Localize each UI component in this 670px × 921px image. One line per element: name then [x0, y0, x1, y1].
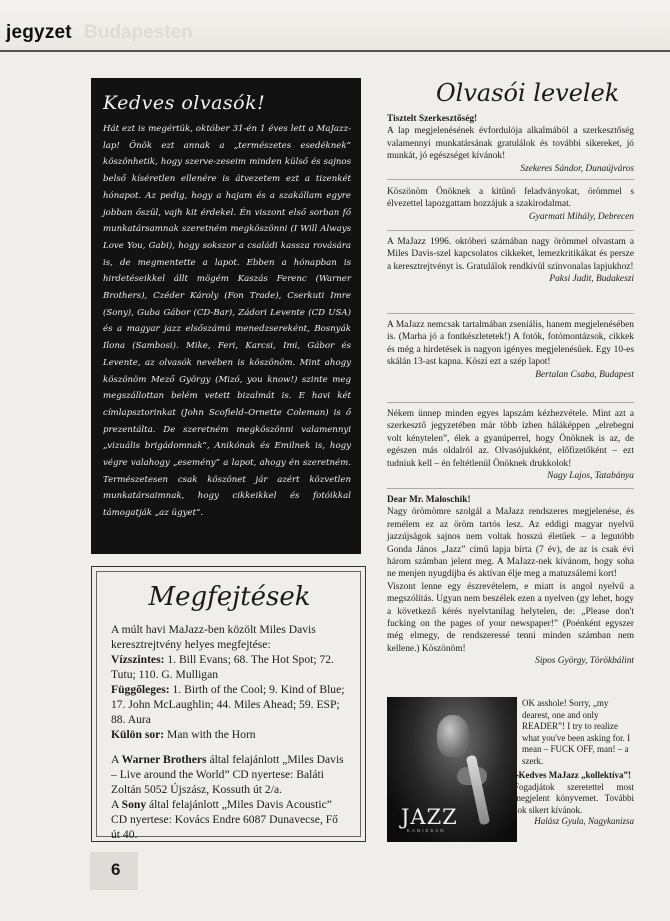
- solutions-box: [91, 566, 366, 842]
- letter-separator: [387, 179, 634, 180]
- across-answers: 1. Bill Evans; 68. The Hot Spot; 72. Tutu; 110. G. Mulligan: [111, 653, 334, 681]
- jazz-logo-subtitle: KANIZSAN: [407, 828, 446, 833]
- letter-1-signature: Szekeres Sándor, Dunaújváros: [520, 163, 634, 174]
- letter-3-signature: Paksi Judit, Budakeszi: [549, 274, 634, 285]
- letter-1-body: A lap megjelenésének évfordulója alkalmából a szerkesztőség valamennyi munkatársának gratulálok és további sikereket, jó munkát, jó egészséget kívánok!: [387, 126, 634, 162]
- header-rule: [0, 50, 670, 52]
- letter-5: [387, 408, 634, 482]
- letter-7-body: Fogadjátok szeretettel most megjelent könyvemet. További sok sikert kívánok.: [514, 781, 634, 815]
- prize-sony: [111, 797, 348, 842]
- letter-3: [387, 236, 634, 286]
- letter-2-body: Köszönöm Önöknek a kitűnő feladványokat, örömmel s élvezettel lapozgattam hozzájuk a szakirodalmat.: [387, 187, 634, 210]
- prize-warner-prefix: A: [111, 753, 122, 766]
- letter-5-signature: Nagy Lajos, Tatabánya: [547, 471, 634, 482]
- letters-title: Olvasói levelek: [436, 79, 620, 107]
- editor-note-body: Hát ezt is megértük, október 31-én 1 éves lett a MaJazz-lap! Önök ezt annak a „természetes esedéknek” köszönhetik, hogy szerve-zeseim minden külső és sajnos belső kíséretlen ellenére is átvezetem ezt a tizenkét hónapot. Az pedig, hogy a hajam és a szakállam egyre jobban őszül, vajh kit érdekel. Én viszont első sorban fő munkatársamnak szeretném megköszönni (I Will Always Love You, Gabi), hogy sokszor a családi kassza rovására is, de megmentette a lapot. Ebben a hónapban is hirdetéseikkel állt mögém Kaszás Ferenc (Warner Brothers), Czéder Károly (Fon Trade), Cserkuti Imre (Sony), Guba Gábor (CD-Bar), Zádori Levente (CD USA) és a magyar jazz elsőszámú menedzsereként, Bosnyák Ilona (Sambosi). Mike, Feri, Karcsi, Imi, Gábor és Levente, az olvasók nevében is köszönöm. Mint ahogy köszönöm Mező György (Mizó, you know!) szinte meg megszállottan belém vetett bizalmát is. E havi két címlapsztorinkat (John Scofield–Ornette Coleman) is ő prezentálta. De szeretném megköszönni valamennyi „vizuális brigádomnak”, Anikónak és Emilnek is, hogy végre valahogy „esemény” a lapot, ahogy én szeretném. Természetesen csak köszönet jár azért közvetlen munkatársaimnak, hogy cikkeikkel és fotóikkal támogatják „az ügyet”.: [103, 124, 351, 519]
- prize-warner-brand: Warner Brothers: [121, 753, 207, 766]
- letter-2-signature: Gyarmati Mihály, Debrecen: [528, 211, 634, 222]
- letter-4-signature: Bertalan Csaba, Budapest: [535, 369, 634, 380]
- section-label: jegyzet: [6, 22, 72, 43]
- letter-7-salutation-text: Kedves MaJazz „kollektíva”!: [518, 770, 632, 780]
- solutions-intro: A múlt havi MaJazz-ben közölt Miles Davis keresztrejtvény helyes megfejtése:: [111, 623, 316, 651]
- letter-6-body-1: Nagy örömömre szolgál a MaJazz rendszeres megjelenése, és remélem ez az öröm tartós lesz. Az eddigi magyar nyelvű jazzújságok sajnos nem voltak hosszú életűek – a legutóbb Gonda János „Jazz” című lapja bírta (7 év), de az is csak évi három számban jelent meg. A MaJazz-nek kívánom, hogy soha ne menjen nyugdíjba és aktívan élje meg a matuzsálemi kort!: [387, 507, 634, 580]
- letter-1: [387, 113, 634, 175]
- page-number-box: [90, 852, 138, 890]
- saxophonist-photo: [387, 697, 517, 842]
- letter-7-signature: Halász Gyula, Nagykanizsa: [534, 816, 634, 827]
- letter-separator: [387, 313, 634, 314]
- letter-6-salutation: Dear Mr. Maloschik!: [387, 495, 471, 505]
- prize-sony-brand: Sony: [121, 798, 147, 811]
- jazz-logo: JAZZ: [401, 805, 458, 829]
- solutions-inner-frame: [96, 571, 361, 841]
- letter-5-body: Nékem ünnep minden egyes lapszám kézhezvétele. Mint azt a szerkesztő jegyzetében már több ízben háláképpen „elrebegni volt kénytelen”, élek a gyanúperrel, hogy Önöknek is az, de egészen más oldalról az. Olvasójukként, előfizetőként – ezt tudniuk kell – én feltétlenül Önöknek drukkolok!: [387, 409, 634, 469]
- photo-face: [437, 715, 469, 757]
- letter-3-body: A MaJazz 1996. októberi számában nagy örömmel olvastam a Miles Davis-szel kapcsolatos cikkeket, lemezkritikákat és persze a keresztrejtvényt is. Gratulálok rendkívül színvonalas lapjukhoz!: [387, 237, 634, 272]
- prize-sony-prefix: A: [111, 798, 122, 811]
- arrow-icon: ▸: [514, 770, 519, 780]
- letter-6: [387, 494, 634, 668]
- letter-4: [387, 319, 634, 381]
- letter-separator: [387, 230, 634, 231]
- letter-separator: [387, 402, 634, 403]
- letter-6-body-2: Viszont lenne egy észrevételem, e miatt is angol nyelvű a megszólítás. Ugyan nem beszélek ezen a nyelven (gy lehet, hogy a következő kérés nyelvtanilag helytelen, de: „Please don't fucking on the pages of your newspaper!” (Poénként egyszer még elmegy, de rendszeressé tenni minden számban nem kellene.) Köszönöm!: [387, 581, 634, 654]
- across-label: Vízszintes:: [111, 653, 165, 666]
- special-answer: Man with the Horn: [164, 728, 256, 741]
- letter-separator: [387, 488, 634, 489]
- prize-sony-text: által felajánlott „Miles Davis Acoustic” CD nyertese: Kovács Endre 6087 Dunavecse, Fő út 40.: [111, 798, 338, 841]
- letter-2: [387, 186, 634, 223]
- letter-4-body: A MaJazz nemcsak tartalmában zseniális, hanem megjelenésében is. (Marha jó a fontkészletetek!) A fotók, fotómontázsok, cikkek és még a hirdetések is nagyon igényes megjelenésűek. Egy 10-es skálán 13-ast kapna. Köszi ezt a szép lapot!: [387, 320, 634, 368]
- editor-note-box: [91, 78, 361, 554]
- prize-warner: [111, 752, 348, 797]
- prize-warner-text: által felajánlott „Miles Davis – Live around the World” CD nyertese: Baláti Zoltán 5052 Újszász, Kossuth út 2/a.: [111, 753, 344, 796]
- solutions-special: [111, 727, 348, 742]
- letter-6-signature: Sipos György, Törökbálint: [535, 656, 634, 667]
- editor-reply-text: OK asshole! Sorry, „my dearest, one and only READER”! I try to realize what you've been asking for. I mean – FUCK OFF, man! – a szerk.: [522, 698, 631, 766]
- ghost-header-text: Budapesten: [84, 22, 193, 43]
- letter-1-salutation: Tisztelt Szerkesztőség!: [387, 114, 478, 124]
- special-label: Külön sor:: [111, 728, 165, 741]
- editor-reply: [522, 698, 634, 768]
- letter-7: [514, 770, 634, 828]
- saxophone-icon: [466, 755, 490, 826]
- letter-7-salutation: [514, 770, 634, 782]
- solutions-title: Megfejtések: [148, 582, 311, 612]
- page-number: 6: [111, 860, 121, 879]
- down-label: Függőleges:: [111, 683, 170, 696]
- solutions-across: [111, 652, 348, 682]
- editor-note-title: Kedves olvasók!: [103, 92, 266, 114]
- solutions-down: [111, 682, 348, 727]
- down-answers: 1. Birth of the Cool; 9. Kind of Blue; 17. John McLaughlin; 44. Miles Ahead; 59. ESP; 88. Aura: [111, 683, 345, 726]
